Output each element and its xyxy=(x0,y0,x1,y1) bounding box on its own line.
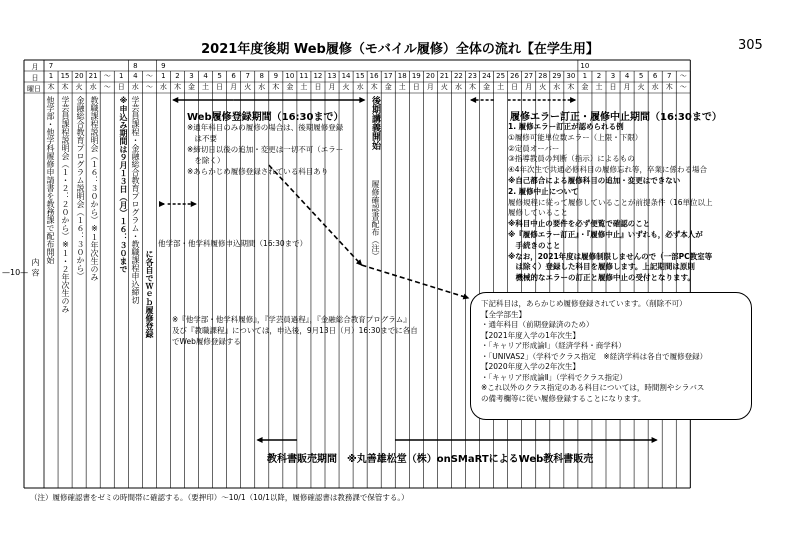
month-cell: 8 xyxy=(133,62,138,70)
day-cell: 2 xyxy=(596,72,602,80)
col-application-deadline: ※申込み期間は９月１３日（月）１６：３０まで xyxy=(119,96,128,273)
weekday-cell: 火 xyxy=(440,83,448,91)
bubble-line-6: ・「UNIVAS2」（学科でクラス指定 ※経済学科は各自で履修登録） xyxy=(481,351,708,361)
weekday-cell: 木 xyxy=(370,83,378,91)
month-cell: 7 xyxy=(48,62,54,70)
error-line-6: ※自己都合による履修科目の追加・変更はできない xyxy=(508,175,681,185)
error-line-8: 2. 履修中止について xyxy=(508,186,579,196)
day-cell: 26 xyxy=(510,72,520,80)
weekday-cell: 木 xyxy=(469,83,476,91)
error-line-13: 手続きのこと xyxy=(508,240,561,250)
weekday-cell: 〜 xyxy=(679,83,687,91)
day-cell: 13 xyxy=(327,72,337,80)
page-number: 305 xyxy=(738,38,763,53)
day-cell: 1 xyxy=(582,72,588,80)
bubble-line-10: の備考欄等に従い履修登録することになります。 xyxy=(481,393,646,403)
weekday-cell: 土 xyxy=(595,83,603,91)
error-line-16: 機械的なエラーの訂正と履修中止の受付となります。 xyxy=(508,273,695,283)
weekday-cell: 水 xyxy=(159,83,167,91)
day-cell: 1 xyxy=(119,72,124,80)
day-cell: 3 xyxy=(189,72,194,80)
arrow-head xyxy=(463,295,468,299)
weekday-cell: 〜 xyxy=(145,83,153,91)
error-line-10: 履修していること xyxy=(508,208,568,218)
web-note-2: は不要 xyxy=(187,134,217,143)
weekday-cell: 土 xyxy=(497,83,505,91)
error-line-3: ②定員オーバー xyxy=(508,143,560,153)
day-cell: 29 xyxy=(552,72,562,80)
weekday-cell: 日 xyxy=(314,83,322,91)
weekday-cell: 土 xyxy=(202,83,210,91)
day-cell: 2 xyxy=(175,72,180,80)
day-cell: 15 xyxy=(355,72,365,80)
weekday-cell: 金 xyxy=(188,83,195,91)
day-cell: 7 xyxy=(245,72,250,80)
bubble-line-8: ・「キャリア形成論Ⅱ」（学科でクラス指定） xyxy=(481,372,627,382)
weekday-cell: 金 xyxy=(384,83,392,91)
day-cell: 5 xyxy=(638,72,644,80)
weekday-cell: 水 xyxy=(89,83,97,91)
web-note-3: ※締切日以後の追加・変更は一切不可（エラー xyxy=(187,145,344,154)
day-cell: 6 xyxy=(652,72,658,80)
weekday-cell: 水 xyxy=(553,83,561,91)
day-cell: 3 xyxy=(610,72,616,80)
day-cell: 〜 xyxy=(103,72,111,80)
day-cell: 4 xyxy=(203,72,208,80)
error-line-1: 1. 履修エラー訂正が認められる例 xyxy=(508,122,624,131)
weekday-cell: 火 xyxy=(637,83,645,91)
web-period-notes xyxy=(187,122,367,177)
error-period-notes xyxy=(508,122,748,284)
special-note-1: ※『他学部・他学科履修』，『学芸員過程』，『金融総合教育プログラム』 xyxy=(172,315,411,324)
error-line-4: ③指導教員の判断（指示）によるもの xyxy=(508,154,635,164)
weekday-cell: 〜 xyxy=(103,83,111,91)
weekday-cell: 木 xyxy=(567,83,575,91)
day-cell: 15 xyxy=(60,72,70,80)
period-arrow xyxy=(362,265,469,298)
error-line-9: 履修規程に従って履修していることが前提条件（16単位以上 xyxy=(508,197,713,207)
weekday-cell: 火 xyxy=(244,83,252,91)
arrow-head xyxy=(571,98,576,102)
col-application-close: 学芸員課程・金融総合教育プログラム・教職課程申込締切 xyxy=(131,96,140,304)
bubble-line-3: ・通年科目（前期登録済のため） xyxy=(481,320,594,329)
special-note-2: 及び『教職課程』については，申込後，9月13日（月）16:30までに各自 xyxy=(172,326,418,335)
day-cell: 8 xyxy=(259,72,264,80)
day-cell: 14 xyxy=(341,72,351,80)
month-label: 月 xyxy=(31,63,39,71)
weekday-cell: 木 xyxy=(47,83,55,91)
weekday-cell: 月 xyxy=(623,83,631,91)
day-cell: 16 xyxy=(369,72,379,80)
weekday-cell: 日 xyxy=(216,83,224,91)
footer-note: （注）履修確認書をゼミの時間帯に確認する。（要押印）〜10/1（10/1以降，履修確認書は教務課で保管する。） xyxy=(30,493,409,502)
special-note-3: でWeb履修登録する xyxy=(172,337,241,346)
month-cell: 9 xyxy=(161,62,166,70)
day-cell: 20 xyxy=(74,72,84,80)
col-confirmation-distribution: 履修確認書配布（注） xyxy=(371,180,380,260)
special-note xyxy=(172,314,472,347)
weekday-cell: 火 xyxy=(75,83,83,91)
bubble-line-7: 【2020年度入学の2年次生】 xyxy=(481,362,580,371)
day-cell: 12 xyxy=(313,72,323,80)
weekday-cell: 土 xyxy=(398,83,406,91)
weekday-cell: 金 xyxy=(483,83,491,91)
error-line-11: ※科目中止の要件を必ず便覧で確認のこと xyxy=(508,219,651,229)
weekday-cell: 水 xyxy=(454,83,462,91)
web-note-1: ※通年科目のみの履修の場合は、後期履修登録 xyxy=(187,123,344,132)
web-note-5: ※あらかじめ履修登録されている科目あり xyxy=(187,167,329,176)
day-cell: 30 xyxy=(566,72,576,80)
day-cell: 25 xyxy=(496,72,506,80)
day-cell: 17 xyxy=(383,72,393,80)
day-cell: 6 xyxy=(231,72,236,80)
bubble-line-4: 【2021年度入学の1年次生】 xyxy=(481,330,580,340)
weekday-cell: 火 xyxy=(342,83,350,91)
weekday-cell: 月 xyxy=(230,83,238,91)
day-cell: 27 xyxy=(524,72,534,80)
day-cell: 23 xyxy=(468,72,477,80)
day-cell: 11 xyxy=(299,72,309,80)
day-cell: 28 xyxy=(538,72,548,80)
bubble-line-2: 【全学部生】 xyxy=(481,309,526,319)
weekday-cell: 月 xyxy=(328,83,336,91)
col-web-register: に各自でＷｅｂ履修登録 xyxy=(145,250,154,338)
day-cell: 21 xyxy=(88,72,98,80)
weekday-cell: 木 xyxy=(61,83,69,91)
weekday-cell: 日 xyxy=(117,83,125,91)
col-finance-briefing: 金融総合教育プログラム説明会（１６：３０から） xyxy=(76,96,85,280)
day-label: 日 xyxy=(31,74,39,82)
day-cell: 24 xyxy=(482,72,491,80)
day-cell: 1 xyxy=(48,72,54,80)
weekday-cell: 水 xyxy=(258,83,266,91)
weekday-cell: 水 xyxy=(651,83,659,91)
bubble-line-1: 下記科目は，あらかじめ履修登録されています。（削除不可） xyxy=(481,299,687,308)
day-cell: 18 xyxy=(397,72,407,80)
weekday-cell: 火 xyxy=(539,83,547,91)
day-cell: 10 xyxy=(285,72,295,80)
arrow-head xyxy=(191,202,196,206)
arrow-head xyxy=(160,202,165,206)
preregistered-subjects-bubble xyxy=(470,292,752,420)
day-cell: 7 xyxy=(666,72,672,80)
weekday-cell: 月 xyxy=(426,83,434,91)
day-cell: 5 xyxy=(217,72,222,80)
page-title: 2021年度後期 Web履修（モバイル履修）全体の流れ【在学生用】 xyxy=(201,42,599,57)
arrow-head xyxy=(471,98,476,102)
error-line-12: ※『履修エラー訂正』・『履修中止』いずれも，必ず本人が xyxy=(508,229,703,239)
weekday-cell: 木 xyxy=(272,83,280,91)
day-cell: 20 xyxy=(425,72,435,80)
day-cell: 4 xyxy=(133,72,138,80)
side-page-number: —10— xyxy=(2,268,29,277)
content-label: 内 容 xyxy=(31,258,40,277)
day-cell: 9 xyxy=(273,72,279,80)
arrow-head xyxy=(173,98,178,102)
error-line-15: は除く）登録した科目を履修します。上記期間は原則 xyxy=(508,262,695,272)
error-period-label: 履修エラー訂正・履修中止期間（16:30まで） xyxy=(510,112,722,123)
weekday-cell: 月 xyxy=(525,83,533,91)
weekday-cell: 土 xyxy=(300,83,308,91)
weekday-cell: 金 xyxy=(581,83,589,91)
day-cell: 〜 xyxy=(145,72,153,80)
weekday-cell: 日 xyxy=(412,83,420,91)
col-curator-briefing: 学芸員課程説明会（１・２：２０から）※１・２年次生のみ xyxy=(61,96,70,313)
textbook-period-label: 教科書販売期間 ※丸善雄松堂（株）onSMaRTによるWeb教科書販売 xyxy=(267,454,594,465)
col-other-faculty-form: 他学部・他学科履修申請書を教務課で配布開始 xyxy=(46,96,55,264)
error-line-2: ①履修可能単位数エラー（上限・下限） xyxy=(508,132,643,142)
arrow-head xyxy=(258,438,263,442)
weekday-cell: 日 xyxy=(609,83,617,91)
day-cell: 1 xyxy=(161,72,166,80)
day-cell: 22 xyxy=(453,72,463,80)
bubble-line-5: ・「キャリア形成論Ⅰ」（経済学科・商学科） xyxy=(481,341,626,350)
col-teacher-briefing: 教職課程説明会（１６：３０から）※１年次生のみ xyxy=(90,96,99,281)
day-cell: 19 xyxy=(411,72,421,80)
day-cell: 〜 xyxy=(679,72,687,80)
weekday-cell: 金 xyxy=(286,83,294,91)
weekday-cell: 日 xyxy=(511,83,519,91)
error-line-5: ④4年次生で共通必修科目の履修忘れ等，卒業に係わる場合 xyxy=(508,165,707,175)
web-period-label: Web履修登録期間（16:30まで） xyxy=(187,112,344,123)
web-note-4: を除く） xyxy=(187,156,225,165)
weekday-cell: 水 xyxy=(131,83,139,91)
weekday-cell: 水 xyxy=(356,83,364,91)
weekday-cell: 木 xyxy=(173,83,181,91)
bubble-line-9: ※これ以外のクラス指定のある科目については，時間割やシラバス xyxy=(481,383,705,392)
month-cell: 10 xyxy=(580,62,590,70)
weekday-label: 曜日 xyxy=(27,85,41,93)
arrow-head xyxy=(360,98,365,102)
col-lecture-start: 後期講義開始 xyxy=(370,96,380,150)
weekday-cell: 木 xyxy=(665,83,673,91)
day-cell: 21 xyxy=(439,72,449,80)
other-faculty-period: 他学部・他学科履修申込期間（16:30まで） xyxy=(158,239,308,248)
day-cell: 4 xyxy=(624,72,630,80)
arrow-head xyxy=(652,438,657,442)
error-line-14: ※なお，2021年度は履修制限しませんので（一部PC教室等 xyxy=(508,251,713,261)
